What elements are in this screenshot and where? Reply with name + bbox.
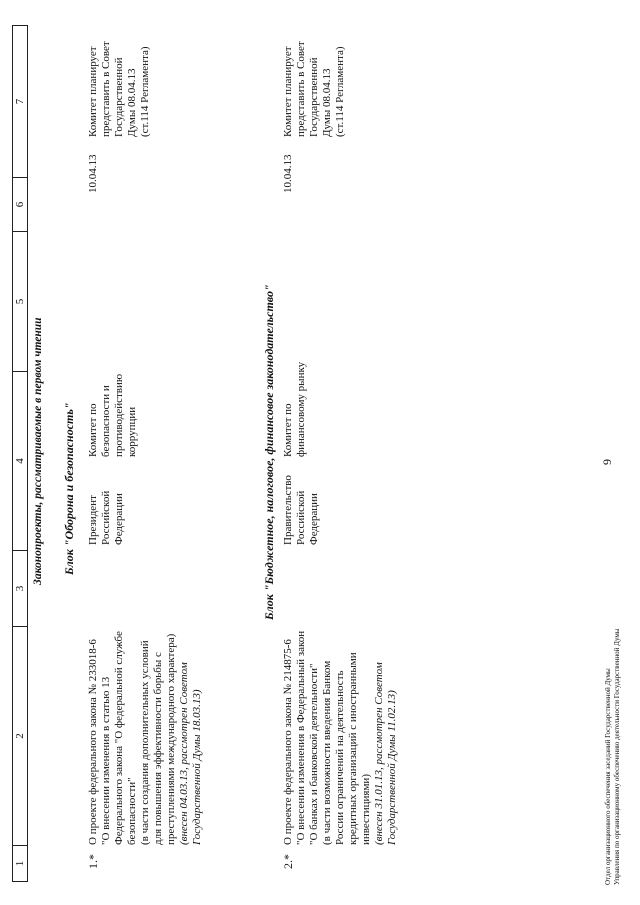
row-date: 10.04.13 (87, 154, 99, 193)
row-description: О проекте федерального закона № 233018-6 "О внесении изменения в статью 13 Федерального закона "О федеральной службе безопасности" (в части создания дополнительных условий для повышения эффективности борьбы с преступлениями международного характера) (внесен 04.03.13, рассмотрен Советом Государственной Думы 18.03.13) (87, 631, 203, 845)
column-header-5: 5 (13, 231, 27, 371)
column-header-4: 4 (13, 371, 27, 550)
row-date: 10.04.13 (282, 154, 294, 193)
row-committee: Комитет по безопасности и противодействию коррупции (87, 373, 138, 457)
column-header-1: 1 (13, 845, 27, 881)
row-remark: Комитет планирует представить в Совет Государственной Думы 08.04.13 (ст.114 Регламента) (282, 41, 346, 137)
section-title: Законопроекты, рассматриваемые в первом чтении (32, 317, 44, 585)
row-author: Президент Российской Федерации (87, 490, 125, 545)
column-header-2: 2 (13, 626, 27, 845)
block-title-defense: Блок "Оборона и безопасность" (62, 402, 76, 575)
column-header-row (12, 25, 28, 882)
column-header-3: 3 (13, 550, 27, 626)
row-number: 2.* (281, 854, 295, 869)
row-number: 1.* (86, 854, 100, 869)
footer-line-2: Управления по организационному обеспечению деятельности Государственной Думы (613, 628, 621, 885)
row-remark: Комитет планирует представить в Совет Государственной Думы 08.04.13 (ст.114 Регламента) (87, 41, 151, 137)
column-header-7: 7 (14, 98, 26, 105)
row-description: О проекте федерального закона № 214875-6 "О внесении изменения в Федеральный закон "О банках и банковской деятельности" (в части возможности введения Банком России ограничений на деятельность кредитных организаций с иностранными инвестициями) (внесен 31.01.13, рассмотрен Советом Государственной Думы 11.02.13) (282, 630, 398, 845)
column-header-6: 6 (13, 177, 27, 231)
row-committee: Комитет по финансовому рынку (282, 361, 307, 457)
block-title-budget: Блок "Бюджетное, налоговое, финансовое законодательство" (262, 284, 276, 620)
page-number: 9 (600, 459, 614, 465)
footer-line-1: Отдел организационного обеспечения заседаний Государственной Думы (604, 668, 612, 885)
row-author: Правительство Российской Федерации (282, 475, 320, 545)
